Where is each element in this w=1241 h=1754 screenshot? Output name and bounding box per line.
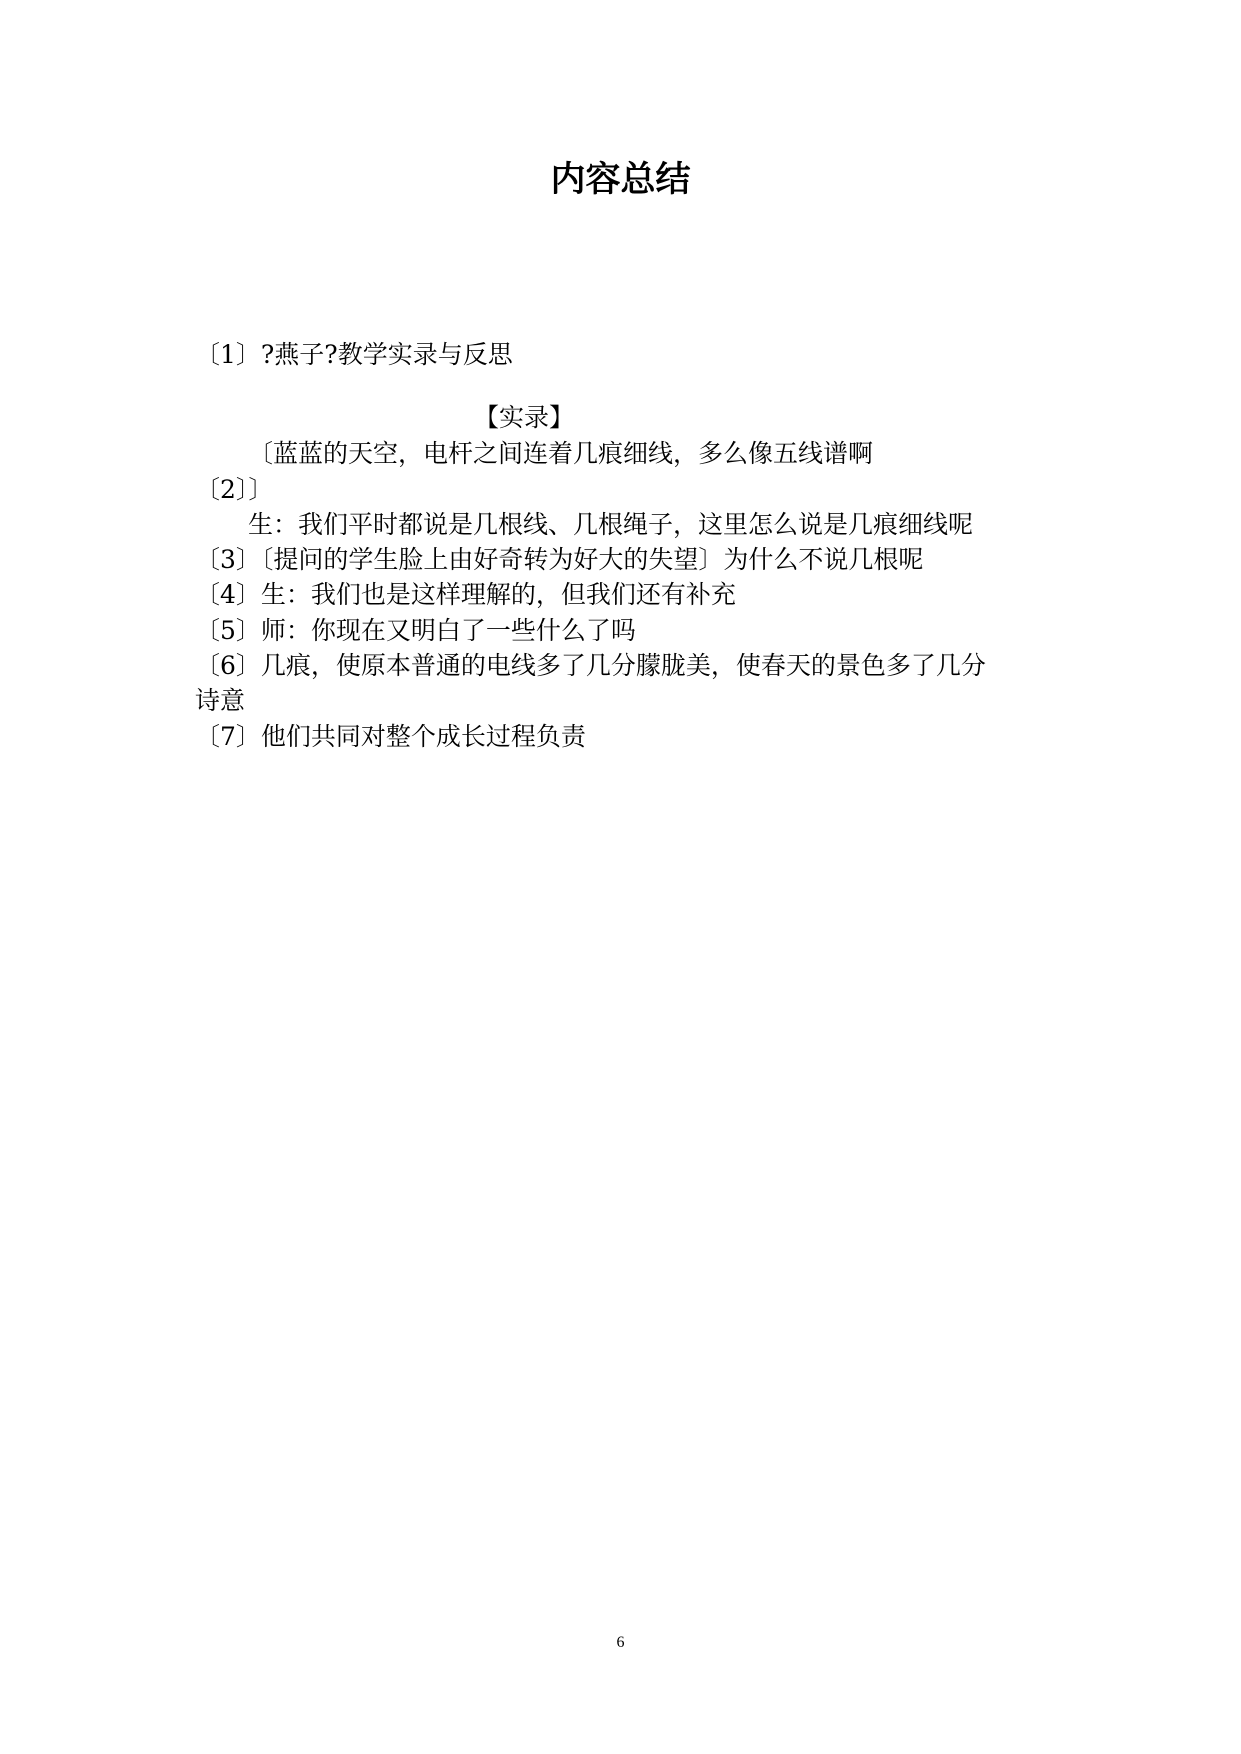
section-heading: 【实录】 [474, 403, 575, 432]
text-line: 诗意 [195, 686, 246, 715]
page-title: 内容总结 [550, 160, 691, 200]
text-line: 〔蓝蓝的天空，电杆之间连着几痕细线，多么像五线谱啊 [248, 439, 874, 468]
page-number: 6 [616, 1634, 625, 1651]
text-line: 〔4〕生：我们也是这样理解的，但我们还有补充 [195, 580, 736, 609]
text-line: 〔6〕几痕，使原本普通的电线多了几分朦胧美，使春天的景色多了几分 [195, 651, 986, 680]
text-line: 〔1〕?燕子?教学实录与反思 [195, 340, 513, 369]
text-line: 〔2〕〕 [195, 475, 274, 504]
text-line: 〔7〕他们共同对整个成长过程负责 [195, 722, 586, 751]
text-line: 〔3〕〔提问的学生脸上由好奇转为好大的失望〕为什么不说几根呢 [195, 545, 924, 574]
text-line: 〔5〕师：你现在又明白了一些什么了吗 [195, 616, 636, 645]
text-line: 生：我们平时都说是几根线、几根绳子，这里怎么说是几痕细线呢 [248, 510, 974, 539]
